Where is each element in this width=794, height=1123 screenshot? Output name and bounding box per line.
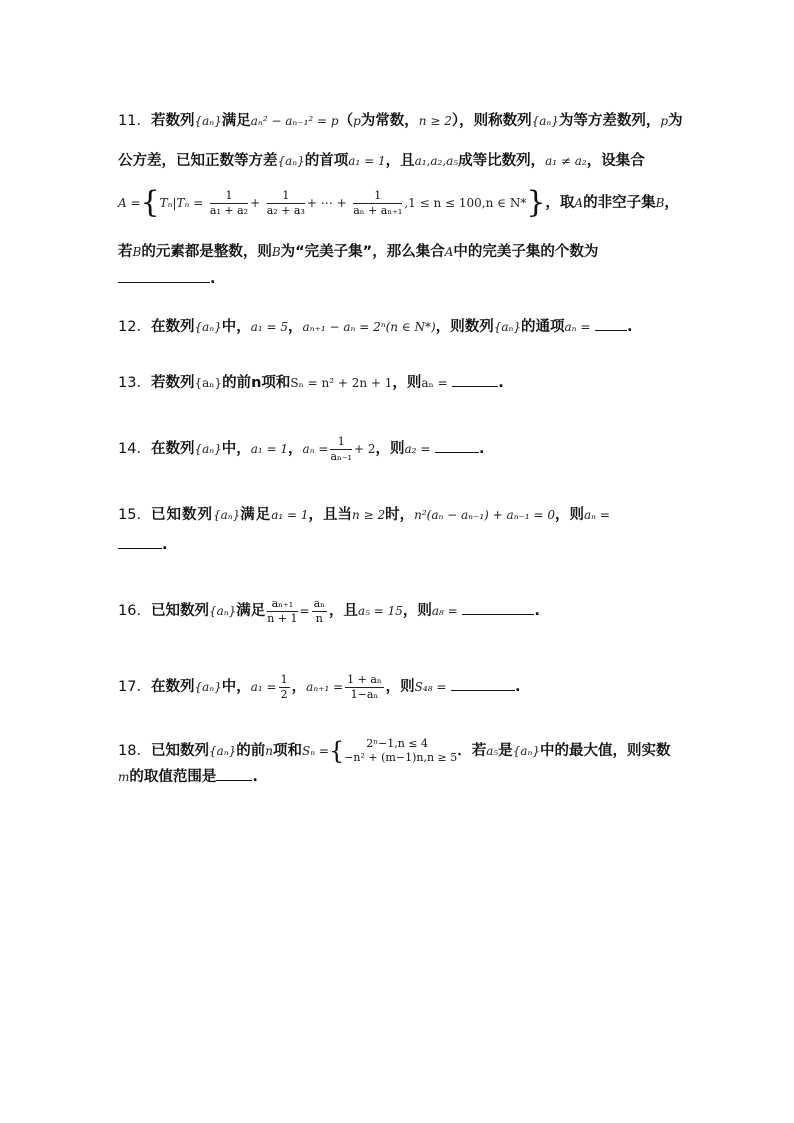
numerator: 1 xyxy=(267,189,305,204)
math: a₁ = 1 xyxy=(271,508,309,522)
problem-number: 16． xyxy=(118,603,151,619)
math: aₙ₊₁ − aₙ = 2ⁿ(n ∈ N*) xyxy=(302,320,436,334)
problem-16 xyxy=(118,596,540,626)
math: aₙ = xyxy=(421,376,448,390)
math: {aₙ} xyxy=(194,376,223,390)
problem-11-line-3: A ={Tₙ|Tₙ = $\frac{1}{\text{a₁ + a₂}}$ + $\frac{1}{\text{a₂ + a₃}}$ + ⋯ + $\frac{1}{\text{aₙ + aₙ₊₁}}$ ,1 ≤ n ≤ 100,n ∈ N*}，取A的非空子集B， xyxy=(118,185,679,220)
problem-number: 17． xyxy=(118,679,151,695)
math: {aₙ} xyxy=(194,442,222,456)
denominator: a₂ + a₃ xyxy=(266,203,305,217)
answer-blank[interactable] xyxy=(462,600,534,615)
math: {aₙ} xyxy=(194,114,222,128)
text: 的非空子集 xyxy=(583,195,656,211)
left-brace-icon: { xyxy=(328,737,345,765)
text: 中的最大值，则实数 xyxy=(540,743,671,759)
text: ，则 xyxy=(375,441,405,457)
text: ，则 xyxy=(385,679,415,695)
text: 中， xyxy=(221,679,251,695)
text: ， xyxy=(291,679,307,695)
math: aₙ = xyxy=(564,320,591,334)
text: ，则 xyxy=(392,375,422,391)
fraction xyxy=(330,435,352,464)
math: n ≥ 2 xyxy=(418,114,452,128)
math: n²(aₙ − aₙ₋₁) + aₙ₋₁ = 0 xyxy=(414,508,556,522)
text: ，则 xyxy=(555,507,585,523)
math: n xyxy=(265,744,273,758)
numerator: aₙ xyxy=(313,596,325,610)
math: {aₙ} xyxy=(212,508,241,522)
numerator: 1 xyxy=(280,672,288,686)
text: ），则称数列 xyxy=(451,113,532,129)
answer-blank[interactable] xyxy=(435,438,479,453)
text: ，且 xyxy=(328,603,358,619)
fraction xyxy=(267,189,305,218)
text: 的首项 xyxy=(304,153,349,169)
denominator: n xyxy=(315,611,323,625)
math: ,1 ≤ n ≤ 100,n ∈ N* xyxy=(404,196,527,210)
problem-18-line-2 xyxy=(118,766,258,787)
math: {aₙ} xyxy=(531,114,559,128)
fraction xyxy=(345,673,384,702)
math: aₙ = xyxy=(302,442,329,456)
math: {aₙ} xyxy=(194,680,222,694)
math: a₁ = 1 xyxy=(250,442,289,456)
math: m xyxy=(118,770,130,784)
math: Tₙ|Tₙ = xyxy=(159,196,204,210)
math: a₈ = xyxy=(431,604,458,618)
math: = xyxy=(299,604,310,618)
problem-15-line-1 xyxy=(118,505,610,525)
denominator: 1−aₙ xyxy=(350,687,379,701)
answer-blank[interactable] xyxy=(452,372,498,387)
math: aₙ₊₁ = xyxy=(306,680,344,694)
text: 满足 xyxy=(221,113,251,129)
text: 的前 xyxy=(236,743,266,759)
numerator: 1 xyxy=(330,435,352,450)
fraction xyxy=(210,189,248,218)
text: ， xyxy=(288,441,303,457)
denominator: 2 xyxy=(280,687,288,701)
fraction xyxy=(267,597,297,626)
text: . xyxy=(627,319,633,335)
math: a₁ ≠ a₂ xyxy=(545,154,587,168)
math: a₁ = xyxy=(250,680,277,694)
problem-11-line-2 xyxy=(118,151,645,171)
text: 在数列 xyxy=(150,441,195,457)
problem-11-line-4 xyxy=(118,242,598,262)
text: 中， xyxy=(221,319,251,335)
math: A = xyxy=(118,196,141,210)
numerator: 1 + aₙ xyxy=(347,672,382,686)
text: 若数列 xyxy=(150,375,195,391)
piecewise-cases xyxy=(344,737,457,765)
math: a₅ xyxy=(486,744,499,758)
math: B xyxy=(132,245,142,259)
fraction xyxy=(279,673,290,702)
text: （ xyxy=(338,113,354,129)
text: . xyxy=(162,537,168,553)
text: ，且当 xyxy=(308,507,353,523)
text: 满足 xyxy=(236,603,266,619)
case: −n² + (m−1)n,n ≥ 5 xyxy=(344,751,458,764)
denominator: aₙ + aₙ₊₁ xyxy=(353,203,403,217)
text: . xyxy=(478,441,485,457)
math: A xyxy=(444,245,454,259)
math: p xyxy=(660,114,669,128)
math: a₁ = 5 xyxy=(250,320,289,334)
problem-14 xyxy=(118,434,484,464)
math: Sₙ = xyxy=(301,744,329,758)
problem-11-line-1 xyxy=(118,111,683,131)
text: 时， xyxy=(385,507,415,523)
math: {aₙ} xyxy=(208,744,237,758)
problem-13 xyxy=(118,372,504,393)
math: {aₙ} xyxy=(208,604,237,618)
text: . xyxy=(514,679,521,695)
problem-number: 13． xyxy=(118,375,151,391)
problem-11-line-5 xyxy=(118,268,216,289)
problem-number: 11． xyxy=(118,113,151,129)
text: . xyxy=(498,375,504,391)
math: p xyxy=(353,114,361,128)
problem-number: 15． xyxy=(118,507,151,523)
math: aₙ² − aₙ₋₁² = p xyxy=(250,114,339,128)
text: ，则 xyxy=(402,603,432,619)
problem-number: 18． xyxy=(118,743,151,759)
math: + 2 xyxy=(353,442,376,456)
text: 中的完美子集的个数为 xyxy=(453,244,599,260)
numerator: 1 xyxy=(353,189,402,204)
fraction xyxy=(312,597,327,626)
text: ，且 xyxy=(385,153,415,169)
denominator: a₁ + a₂ xyxy=(209,203,249,217)
text: 为常数， xyxy=(360,113,419,129)
answer-blank[interactable] xyxy=(118,534,162,549)
text: 若数列 xyxy=(150,113,195,129)
text: 成等比数列， xyxy=(458,153,546,169)
problem-number: 14． xyxy=(118,441,151,457)
math: n ≥ 2 xyxy=(352,508,386,522)
text: 已知数列 xyxy=(150,743,209,759)
text: 的取值范围是 xyxy=(129,769,217,785)
right-brace-icon: } xyxy=(526,185,546,220)
fraction xyxy=(353,189,402,218)
text: 若 xyxy=(118,244,133,260)
answer-blank[interactable] xyxy=(216,766,252,781)
text: 满足 xyxy=(240,507,272,523)
problem-12 xyxy=(118,316,633,337)
math: {aₙ} xyxy=(512,744,541,758)
text: 为等方差数列， xyxy=(558,113,661,129)
math: aₙ = xyxy=(584,508,610,522)
text: 项和 xyxy=(272,743,302,759)
problem-17 xyxy=(118,672,521,702)
left-brace-icon: { xyxy=(140,185,160,220)
math: Sₙ = n² + 2n + 1 xyxy=(290,376,393,390)
text: 在数列 xyxy=(150,679,195,695)
text: 的通项 xyxy=(521,319,565,335)
answer-blank[interactable] xyxy=(118,268,210,283)
text: 的前n项和 xyxy=(222,375,291,391)
answer-blank[interactable] xyxy=(595,316,627,331)
text: 已知数列 xyxy=(150,507,213,523)
math: B xyxy=(271,245,281,259)
text: ，设集合 xyxy=(586,153,645,169)
text: . xyxy=(252,769,258,785)
text: 在数列 xyxy=(150,319,195,335)
math: {aₙ} xyxy=(194,320,222,334)
math: A xyxy=(574,196,584,210)
numerator: aₙ₊₁ xyxy=(267,597,297,612)
text: 的元素都是整数，则 xyxy=(141,244,272,260)
text: . xyxy=(534,603,540,619)
text: 中， xyxy=(221,441,251,457)
math: + ⋯ + xyxy=(306,196,347,210)
text: . xyxy=(210,271,216,287)
problem-18-line-1 xyxy=(118,736,671,766)
math: {aₙ} xyxy=(277,154,305,168)
text: ， xyxy=(664,195,679,211)
case: 2ⁿ−1,n ≤ 4 xyxy=(366,737,428,750)
text: ， xyxy=(288,319,303,335)
problem-15-line-2 xyxy=(118,534,168,555)
math: a₁ = 1 xyxy=(348,154,386,168)
math: a₅ = 15 xyxy=(357,604,403,618)
text: ，取 xyxy=(545,195,575,211)
answer-blank[interactable] xyxy=(451,676,515,691)
math: S₄₈ = xyxy=(414,680,447,694)
text: 公方差，已知正数等方差 xyxy=(118,153,278,169)
math: {aₙ} xyxy=(493,320,521,334)
text: 是 xyxy=(498,743,513,759)
denominator: aₙ₋₁ xyxy=(330,449,352,463)
math: a₂ = xyxy=(404,442,431,456)
text: ．若 xyxy=(457,743,487,759)
numerator: 1 xyxy=(210,189,248,204)
math: a₁,a₂,a₅ xyxy=(414,154,459,168)
text: ，则数列 xyxy=(435,319,494,335)
text: 已知数列 xyxy=(150,603,209,619)
text: 为 xyxy=(668,113,683,129)
math: B xyxy=(655,196,665,210)
problem-number: 12． xyxy=(118,319,151,335)
text: 为“完美子集”，那么集合 xyxy=(280,244,445,260)
denominator: n + 1 xyxy=(267,611,298,625)
